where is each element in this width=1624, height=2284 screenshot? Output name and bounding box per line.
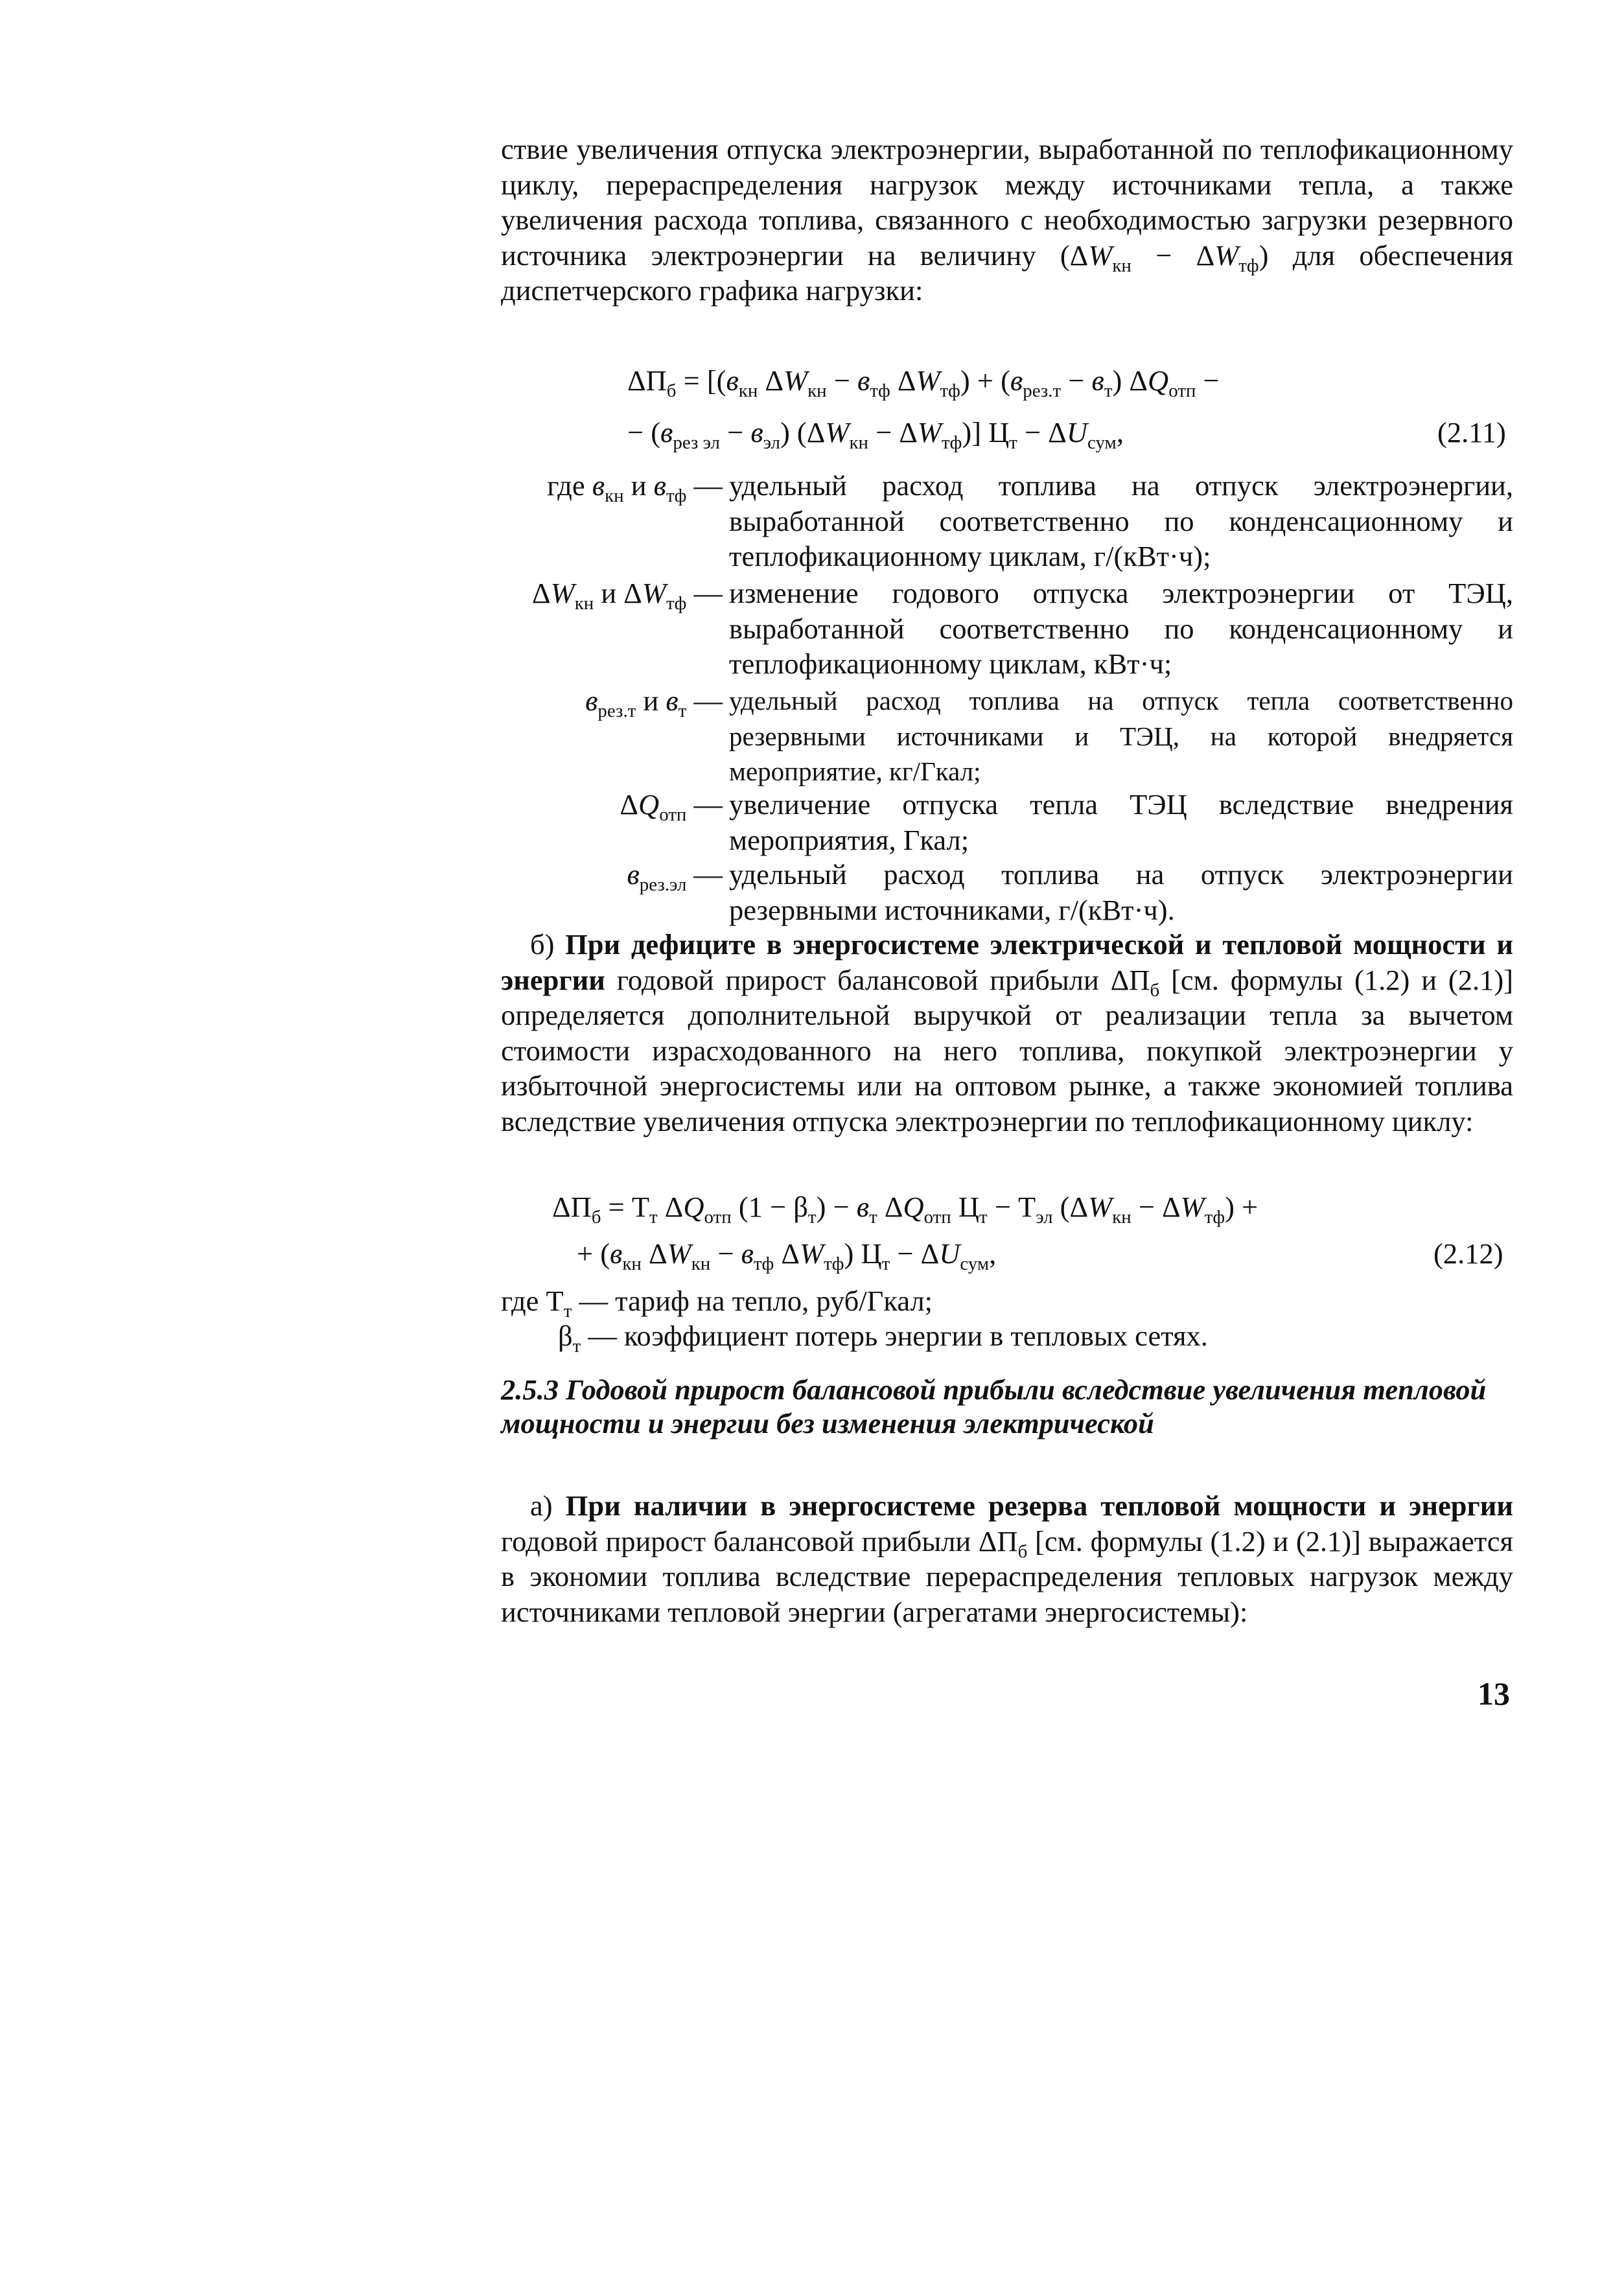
formula-2-12-number: (2.12) — [1433, 1237, 1503, 1270]
para-a-bold: При наличии в энергосистеме резерва тепловой мощности и энергии — [565, 1489, 1513, 1522]
def-term-5: $в_{рез.эл}$ — — [627, 858, 723, 896]
def-2-12-desc-2: коэффициент потерь энергии в тепловых сетях. — [624, 1320, 1208, 1352]
paragraph-a: а) При наличии в энергосистеме резерва тепловой мощности и энергии годовой прирост балансовой прибыли $\Delta П_б$ [см. формулы (1.2) и (2.1)] выражается в экономии топлива вследствие перераспределения тепловых нагрузок между источниками тепловой энергии (агрегатами энергосистемы): — [501, 1489, 1513, 1628]
def-desc-4: увеличение отпуска тепла ТЭЦ вследствие внедрения мероприятия, Гкал; — [729, 788, 1513, 856]
para-b-prefix: б) — [530, 928, 555, 961]
def-2-12-desc-1: тариф на тепло, руб/Гкал; — [615, 1285, 933, 1317]
formula-2-11-line1: $\Delta П_б = [(в_{кн}$ $\Delta W_{кн} - в_{тф}$ $\Delta W_{тф}) + (в_{рез.т} - в_т)$ $\Delta Q_{отп}$ − — [627, 364, 1220, 402]
formula-2-11-number: (2.11) — [1437, 416, 1506, 449]
definitions-2-11 — [501, 468, 1513, 926]
para-b-bold: При дефиците в энергосистеме электрической и тепловой мощности и энергии — [501, 928, 1513, 996]
section-heading: 2.5.3 Годовой прирост балансовой прибыли вследствие увеличения тепловой мощности и энергии без изменения электрической — [501, 1373, 1487, 1439]
def-term-2: $\Delta W_{кн}$ и $\Delta W_{тф}$ — — [532, 577, 723, 614]
definitions-2-12 — [501, 1283, 1513, 1361]
def-term-1: где $в_{кн}$ и $в_{тф}$ — — [547, 469, 723, 507]
def-term-4: $\Delta Q_{отп}$ — — [620, 788, 723, 826]
para-a-prefix: а) — [530, 1489, 553, 1522]
def-term-3: $в_{рез.т}$ и $в_т$ — — [585, 684, 723, 722]
formula-2-12-line1: $\Delta П_б = Т_т$ $\Delta Q_{отп}$ $(1 - \beta_т) - в_т$ $\Delta Q_{отп}$ $Ц_т - Т_{эл}$ $(\Delta W_{кн} - \Delta W_{тф})$ + — [552, 1191, 1259, 1228]
def-desc-5: удельный расход топлива на отпуск электроэнергии резервными источниками, г/(кВт·ч). — [729, 858, 1513, 926]
paragraph-b: б) При дефиците в энергосистеме электрической и тепловой мощности и энергии годовой прирост балансовой прибыли $\Delta П_б$ [см. формулы (1.2) и (2.1)] определяется дополнительной выручкой от реализации тепла за вычетом стоимости израсходованного на него топлива, покупкой электроэнергии у избыточной энергосистемы или на оптовом рынке, а также экономией топлива вследствие увеличения отпуска электроэнергии по теплофикационному циклу: — [501, 928, 1514, 1137]
def-desc-3: удельный расход топлива на отпуск тепла соответственно резервными источниками и ТЭЦ, на которой внедряется мероприятие, кг/Гкал; — [729, 686, 1513, 786]
def-desc-1: удельный расход топлива на отпуск электроэнергии, выработанной соответственно по конденсационному и теплофикационному циклам, г/(кВт·ч); — [729, 469, 1513, 572]
intro-paragraph: ствие увеличения отпуска электроэнергии, выработанной по теплофикационному циклу, перераспределения нагрузок между источниками тепла, а также увеличения расхода топлива, связанного с необходимостью загрузки резервного источника электроэнергии на величину $(\Delta W_{кн} - \Delta W_{тф})$ для обеспечения диспетчерского графика нагрузки: — [501, 133, 1513, 307]
formula-2-12-line2: + ($в_{кн}$ $\Delta W_{кн} - в_{тф}$ $\Delta W_{тф}$) $Ц_т - \Delta U_{сум}$, — [577, 1237, 997, 1275]
page-number: 13 — [1478, 1675, 1510, 1712]
def-desc-2: изменение годового отпуска электроэнергии от ТЭЦ, выработанной соответственно по конденсационному и теплофикационному циклам, кВт·ч; — [729, 577, 1513, 680]
def-2-12-term-1: где $Т_т$ — тариф на тепло, руб/Гкал; — [501, 1285, 933, 1322]
def-2-12-term-2: $\beta_т$ — коэффициент потерь энергии в тепловых сетях. — [558, 1320, 1208, 1357]
formula-2-11-line2: − $(в_{рез эл} - в_{эл}) (\Delta W_{кн} - \Delta W_{тф})$] $Ц_т - \Delta U_{сум}$, — [627, 416, 1124, 454]
